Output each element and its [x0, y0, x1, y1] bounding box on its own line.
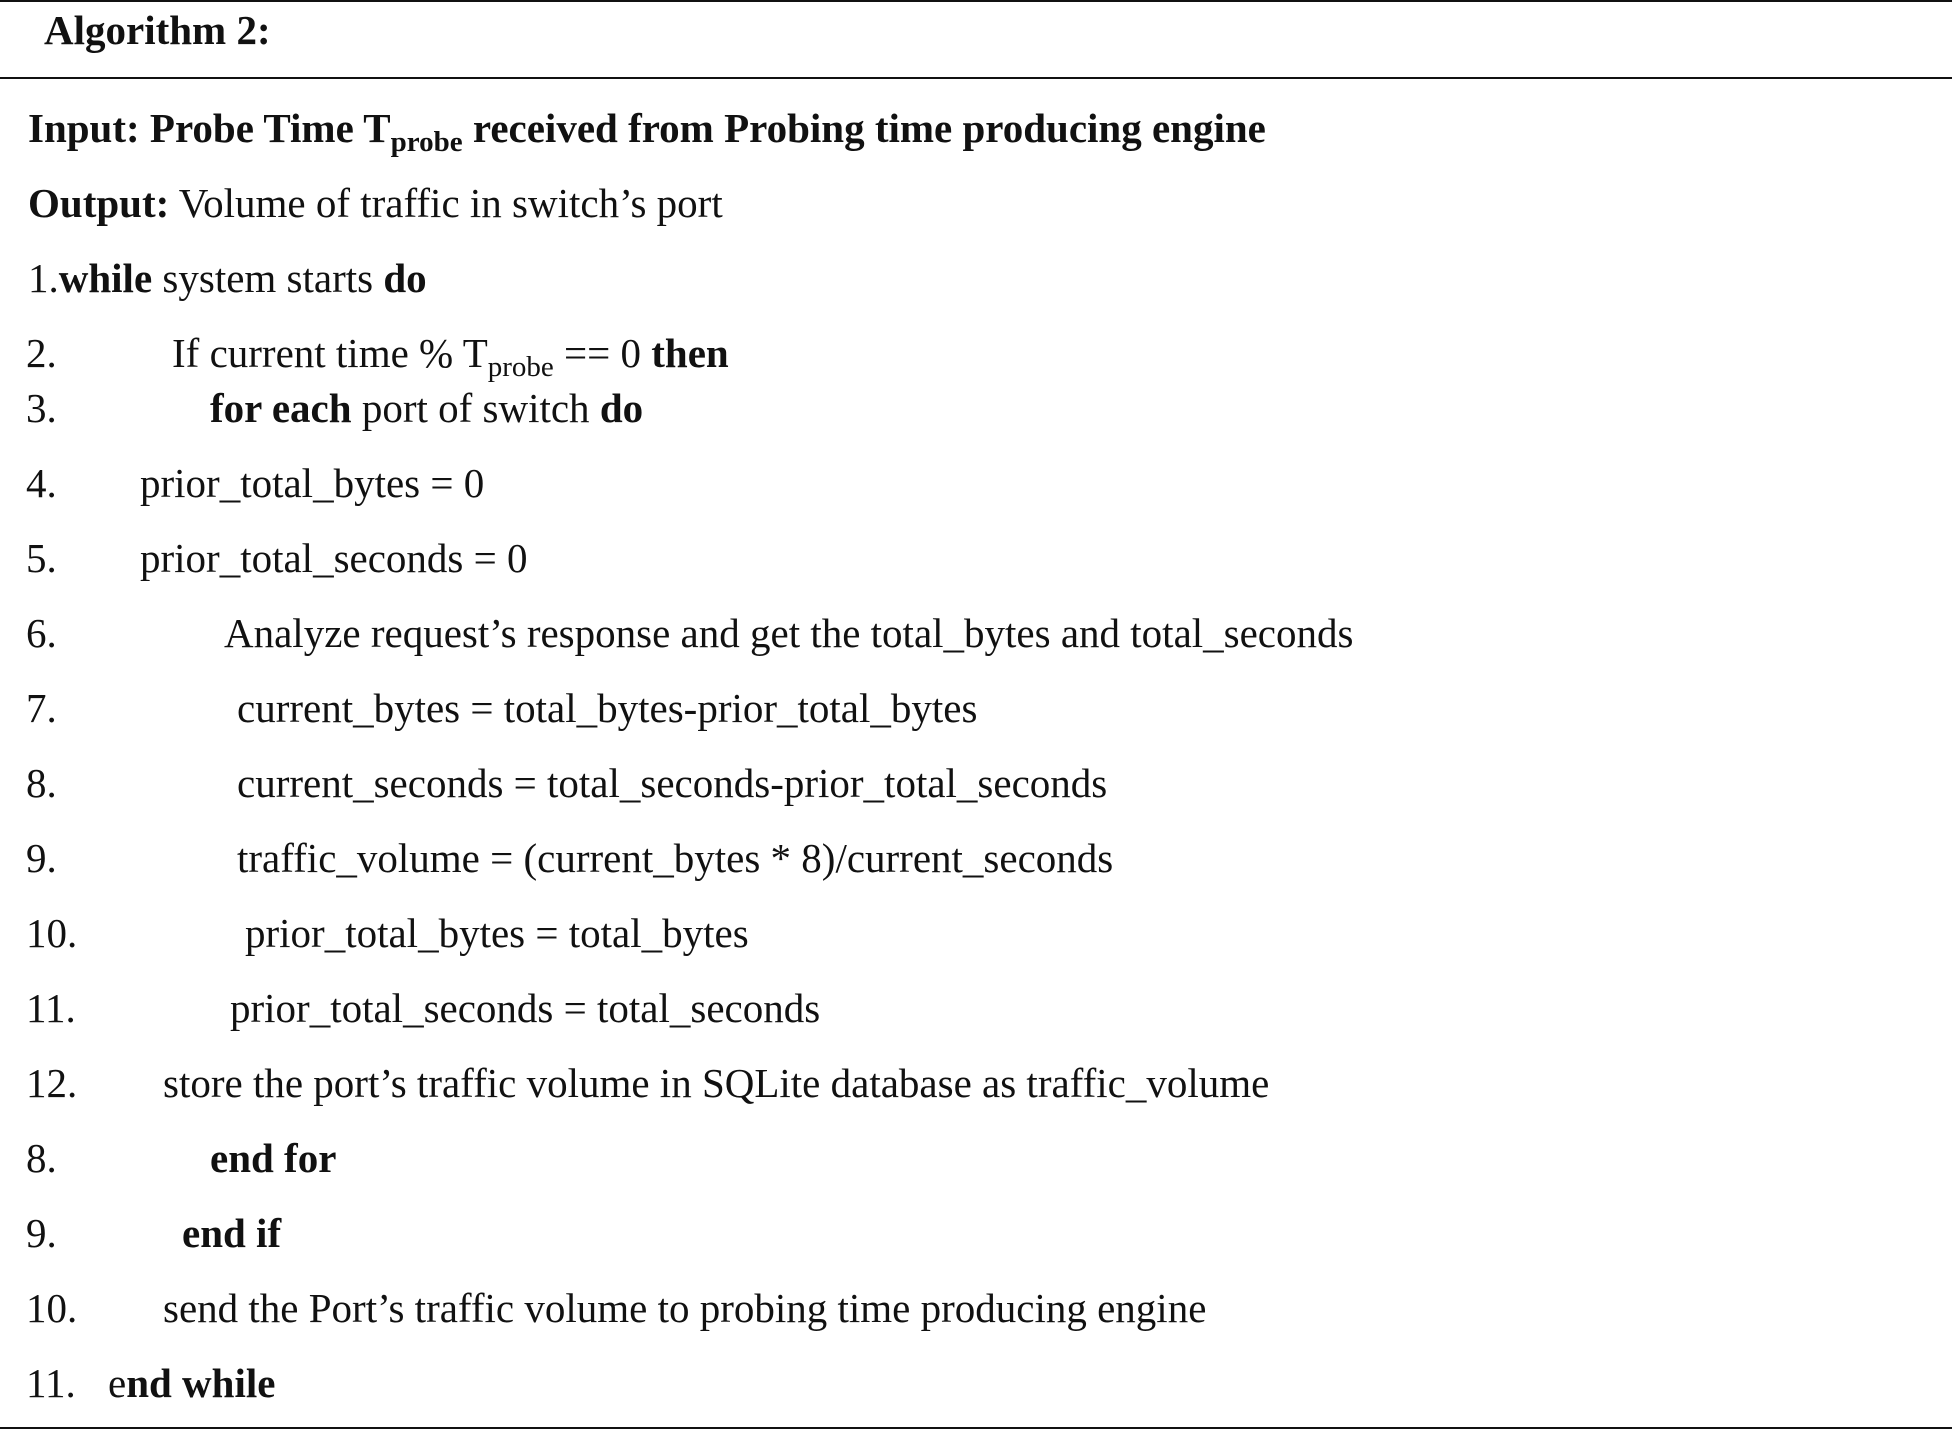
keyword-then: then [651, 330, 729, 376]
line-12-number: 12. [26, 1060, 78, 1106]
keyword-end-if: end if [182, 1210, 282, 1256]
keyword-do: do [383, 255, 427, 301]
line-1-text: system starts [162, 255, 374, 301]
input-subscript: probe [390, 126, 463, 158]
line-2-content [172, 325, 729, 381]
line-5-number: 5. [26, 535, 57, 581]
line-2-text-after: == 0 [564, 330, 642, 376]
line-10-text: prior_total_bytes = total_bytes [245, 910, 749, 956]
line-9-number: 9. [26, 835, 57, 881]
line-5-text: prior_total_seconds = 0 [140, 535, 528, 581]
line-1-content [28, 250, 427, 306]
input-content [28, 100, 1266, 156]
line-4-number: 4. [26, 460, 57, 506]
line-3-text: port of switch [361, 385, 590, 431]
line-11-number: 11. [26, 985, 76, 1031]
line-2-subscript: probe [487, 351, 554, 383]
keyword-do-2: do [599, 385, 644, 431]
bottom-rule [0, 1427, 1952, 1429]
keyword-while: while [58, 255, 153, 301]
end-while-prefix: e [108, 1360, 127, 1406]
line-end-while-content [108, 1355, 275, 1411]
line-8-text: current_seconds = total_seconds-prior_total_seconds [237, 760, 1108, 806]
input-text-before: Probe Time T [149, 105, 391, 151]
header-rule [0, 77, 1952, 79]
line-1-number: 1. [28, 255, 59, 301]
line-end-for-number: 8. [26, 1135, 57, 1181]
line-7-text: current_bytes = total_bytes-prior_total_bytes [237, 685, 978, 731]
algorithm-title: Algorithm 2: [44, 7, 271, 53]
input-label: Input: [28, 105, 140, 151]
line-6-number: 6. [26, 610, 57, 656]
line-4-text: prior_total_bytes = 0 [140, 460, 485, 506]
line-10-number: 10. [26, 910, 78, 956]
line-3-content [210, 380, 643, 436]
line-9-text: traffic_volume = (current_bytes * 8)/current_seconds [237, 835, 1114, 881]
line-6-text: Analyze request’s response and get the total_bytes and total_seconds [224, 610, 1354, 656]
line-3-number: 3. [26, 385, 57, 431]
line-12-text: store the port’s traffic volume in SQLite database as traffic_volume [163, 1060, 1270, 1106]
input-text-after: received from Probing time producing engine [472, 105, 1266, 151]
line-send-text: send the Port’s traffic volume to probing time producing engine [163, 1285, 1207, 1331]
line-7-number: 7. [26, 685, 57, 731]
line-2-text-before: current time % T [209, 330, 488, 376]
line-end-if-number: 9. [26, 1210, 57, 1256]
top-rule [0, 0, 1952, 2]
line-2-number: 2. [26, 330, 57, 376]
keyword-if: If [172, 330, 200, 376]
output-label: Output: [28, 180, 170, 226]
keyword-end-while: nd while [126, 1360, 276, 1406]
keyword-end-for: end for [210, 1135, 337, 1181]
output-text: Volume of traffic in switch’s port [178, 180, 723, 226]
output-content [28, 175, 723, 231]
line-end-while-number: 11. [26, 1360, 76, 1406]
keyword-for-each: for each [210, 385, 352, 431]
line-send-number: 10. [26, 1285, 78, 1331]
line-11-text: prior_total_seconds = total_seconds [230, 985, 821, 1031]
line-8-number: 8. [26, 760, 57, 806]
